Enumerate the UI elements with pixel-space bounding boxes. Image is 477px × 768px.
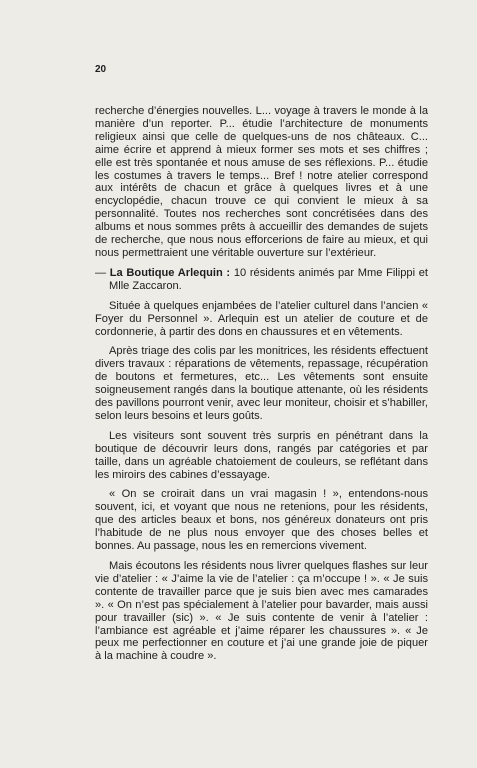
paragraph-testimonials: Mais écoutons les résidents nous livrer quelques flashes sur leur vie d’atelier : « J’aime la vie de l’atelier : ça m’occupe ! ». « Je suis contente de travailler parce que je suis bien avec mes camarades ». « On n’est pas spécialement à l’atelier pour bavarder, mais aussi pour travailler (sic) ». « Je suis contente de venir à l’atelier : l’ambiance est agréable et j’aime réparer les chaussures ». « Je peux me perfectionner en couture et j’ai une grande joie de piquer à la machine à coudre ». (95, 560, 428, 663)
heading-rest: 10 résidents animés par Mme Filippi et Mlle Zaccaron. (109, 266, 428, 292)
paragraph-work: Après triage des colis par les monitrices, les résidents effectuent divers travaux : réparations de vêtements, repassage, récupération de boutons et fermetures, etc... Les vêtements sont ensuite soigneusement rangés dans la boutique attenante, où les résidents des pavillons pourront venir, avec leur moniteur, choisir et s’habiller, selon leurs besoins et leurs goûts. (95, 345, 428, 422)
paragraph-magasin: « On se croirait dans un vrai magasin ! », entendons-nous souvent, ici, et voyant que nous ne retenions, pour les résidents, que des articles beaux et bons, nos généreux donateurs ont pris l’habitude de ne plus nous envoyer que des choses belles et bonnes. Au passage, nous les en remercions vivement. (95, 488, 428, 553)
paragraph-location: Située à quelques enjambées de l’atelier culturel dans l’ancien « Foyer du Personnel ». Arlequin est un atelier de couture et de cordonnerie, à partir des dons en chaussures et en vêtements. (95, 299, 428, 338)
heading-dash: — (95, 266, 110, 279)
heading-title: La Boutique Arlequin : (109, 266, 231, 279)
paragraph-research: recherche d’énergies nouvelles. L... voyage à travers le monde à la manière d’un reporter. P... étudie l’architecture de monuments religieux ainsi que celle de quelques-uns de nos châteaux. C... aime écrire et apprend à mieux former ses mots et ses chiffres ; elle est très spontanée et nous amuse de ses réflexions. P... étudie les costumes à travers le temps... Bref ! notre atelier correspond aux intérêts de chacun et grâce à quelques livres et à une encyclopédie, chacun trouve ce qui convient le mieux à sa personnalité. Toutes nos recherches sont concrétisées dans des albums et nous sommes prêts à accueillir des demandes de sujets de recherche, que nous nous efforcerions de faire au mieux, et qui nous permettraient une véritable ouverture sur l’extérieur. (95, 105, 428, 259)
section-heading-boutique-arlequin (95, 267, 428, 293)
paragraph-visitors: Les visiteurs sont souvent très surpris en pénétrant dans la boutique de découvrir leurs dons, rangés par catégories et par taille, dans un agréable chatoiement de couleurs, se reflétant dans les miroirs des cabines d’essayage. (95, 429, 428, 481)
body-text (95, 105, 428, 670)
page-number: 20 (95, 64, 107, 75)
